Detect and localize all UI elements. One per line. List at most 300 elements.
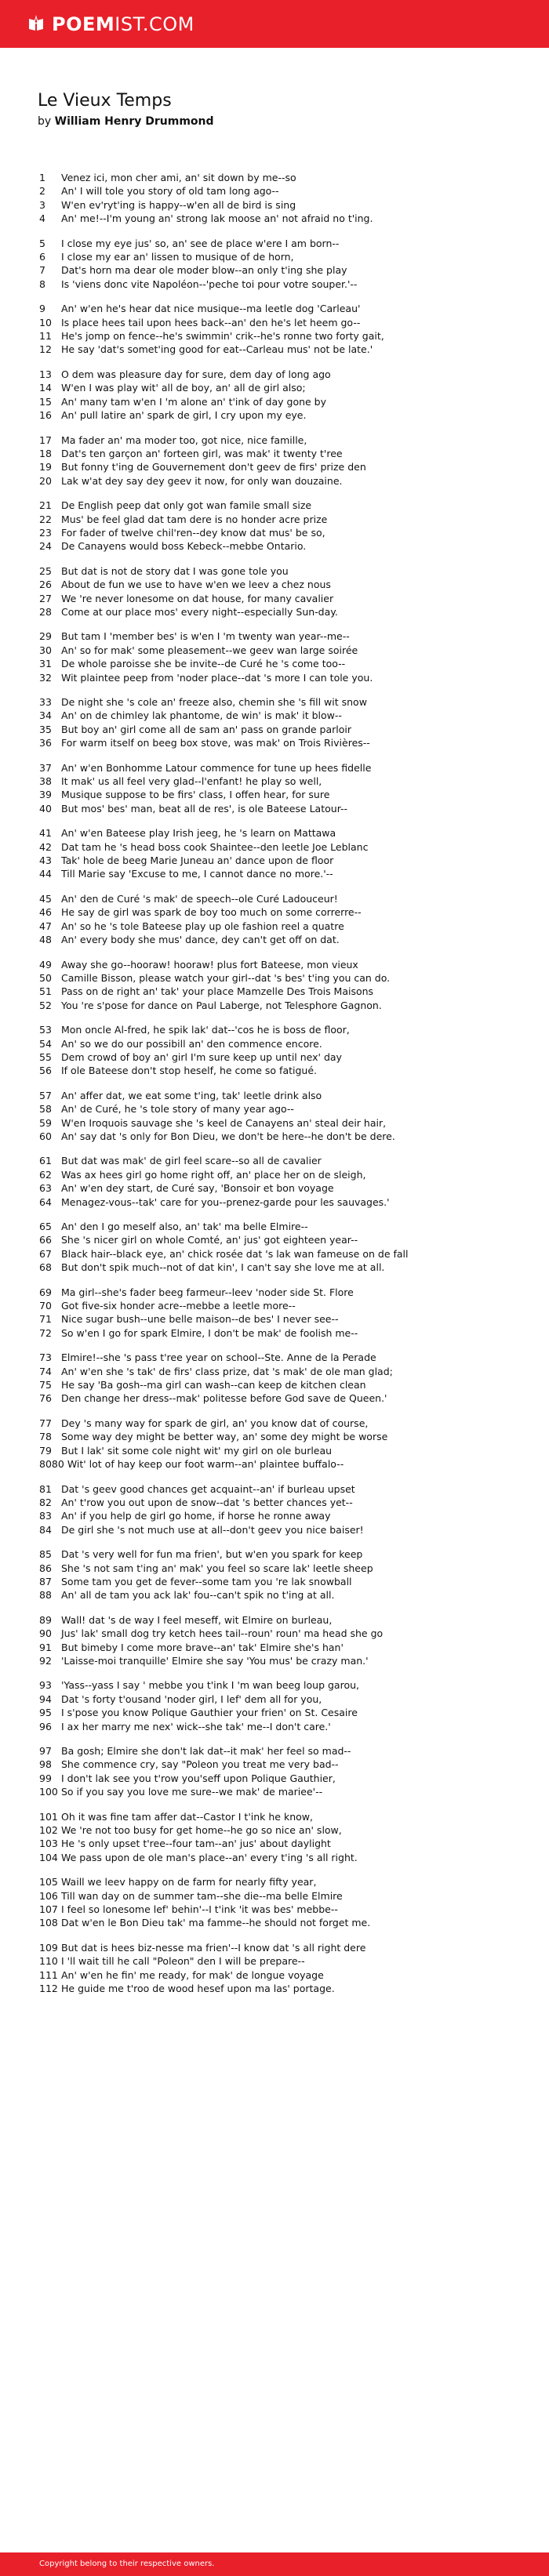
line-text: Nice sugar bush--une belle maison--de bes' I never see-- [61,1313,339,1326]
line-text: Dat tam he 's head boss cook Shaintee--den leetle Joe Leblanc [61,840,369,853]
line-text: Dat 's very well for fun ma frien', but w'en you spark for keep [61,1548,363,1561]
poem-body [39,171,518,2007]
line-number: 14 [39,382,52,394]
line-text: W'en Iroquois sauvage she 's keel de Canayens an' steal deir hair, [61,1116,387,1129]
line-text: An' on de chimley lak phantome, de win' is mak' it blow-- [61,709,342,722]
poem-line [39,1627,518,1640]
line-text: W'en I was play wit' all de boy, an' all de girl also; [61,382,306,394]
line-text: For fader of twelve chil'ren--dey know dat mus' be so, [61,526,325,539]
line-number: 67 [39,1247,52,1260]
poem-line [39,1654,518,1667]
poem-line [39,1351,518,1364]
stanza [39,499,518,553]
poem-line [39,1588,518,1602]
line-text: Is 'viens donc vite Napoléon--'peche toi pour votre souper.'-- [61,278,358,290]
line-number: 92 [39,1654,52,1667]
poem-line [39,1496,518,1509]
line-number: 73 [39,1351,52,1364]
line-text: De whole paroisse she be invite--de Curé he 's come too-- [61,658,346,670]
line-text: If ole Bateese don't stop heself, he come so fatigué. [61,1065,317,1077]
stanza [39,1089,518,1144]
poem-line [39,761,518,775]
line-number: 64 [39,1195,52,1208]
poem-line [39,1785,518,1798]
poem-line [39,1968,518,1982]
line-text: Was ax hees girl go home right off, an' place her on de sleigh, [61,1168,366,1181]
line-text: An' w'en she 's tak' de firs' class prize, dat 's mak' de ole man glad; [61,1365,393,1377]
line-number: 50 [39,971,52,984]
line-number: 112 [39,1983,58,1995]
poem-line [39,958,518,971]
line-number: 108 [39,1917,58,1929]
line-number: 24 [39,540,52,553]
poem-line [39,212,518,225]
line-text: An' so he 's tole Bateese play up ole fashion reel a quatre [61,920,344,932]
line-number: 43 [39,854,52,867]
line-number: 36 [39,737,52,749]
poem-line [39,1064,518,1077]
line-text: We 're not too busy for get home--he go so nice an' slow, [61,1824,342,1837]
poem-line [39,1941,518,1954]
line-number: 4 [39,212,45,225]
poem-line [39,1116,518,1130]
poem-line [39,671,518,684]
line-text: We 're never lonesome on dat house, for many cavalier [61,592,334,604]
line-number: 8080 [39,1458,64,1471]
line-number: 46 [39,906,52,919]
line-text: An' if you help de girl go home, if horse he ronne away [61,1510,331,1522]
poem-line [39,343,518,356]
line-number: 55 [39,1050,52,1063]
poem-line [39,1444,518,1457]
line-text: 'Yass--yass I say ' mebbe you t'ink I 'm wan beeg loup garou, [61,1679,359,1692]
poem-line [39,1417,518,1430]
line-text: Lak w'at dey say dey geev it now, for only wan douzaine. [61,474,343,487]
line-text: He say de girl was spark de boy too much on some correrre-- [61,906,362,919]
poem-line [39,1378,518,1391]
line-text: Is place hees tail upon hees back--an' den he's let heem go-- [61,316,361,328]
line-number: 82 [39,1496,52,1508]
poem-line [39,1130,518,1143]
line-number: 76 [39,1392,52,1405]
poem-line [39,1482,518,1496]
poem-line [39,644,518,657]
line-text: He guide me t'roo de wood hesef upon ma las' portage. [61,1983,335,1995]
line-number: 34 [39,709,52,722]
line-text: An' affer dat, we eat some t'ing, tak' leetle drink also [61,1089,322,1101]
poem-line [39,1523,518,1537]
poem-line [39,1391,518,1405]
poem-line [39,840,518,854]
line-number: 91 [39,1641,52,1653]
poem-line [39,1889,518,1903]
line-number: 89 [39,1613,52,1626]
poem-line [39,539,518,553]
line-number: 99 [39,1772,52,1784]
stanza [39,1220,518,1275]
line-text: Den change her dress--mak' politesse before God save de Queen.' [61,1392,387,1405]
poem-line [39,302,518,315]
stanza [39,1678,518,1733]
line-number: 15 [39,395,52,408]
poem-line [39,867,518,880]
line-number: 107 [39,1903,58,1916]
line-number: 61 [39,1155,52,1167]
line-text: Tak' hole de beeg Marie Juneau an' dance upon de floor [61,854,334,867]
line-text: De girl she 's not much use at all--don't geev you nice baiser! [61,1523,364,1536]
poem-line [39,329,518,343]
line-text: I don't lak see you t'row you'seff upon Polique Gauthier, [61,1772,336,1784]
poem-line [39,381,518,394]
line-number: 56 [39,1065,52,1077]
line-text: An' w'en he fin' me ready, for mak' de longue voyage [61,1968,324,1981]
line-number: 44 [39,868,52,880]
line-number: 38 [39,775,52,788]
line-number: 29 [39,630,52,643]
line-number: 110 [39,1955,58,1968]
stanza [39,1547,518,1602]
poem-line [39,854,518,867]
line-text: It mak' us all feel very glad--l'enfant! he play so well, [61,775,322,788]
poem-line [39,1562,518,1575]
poem-line [39,434,518,447]
line-number: 105 [39,1876,58,1888]
line-text: An' den de Curé 's mak' de speech--ole Curé Ladouceur! [61,892,338,905]
poem-line [39,171,518,184]
stanza [39,1744,518,1799]
line-text: De English peep dat only got wan famile small size [61,499,312,512]
line-text: But tam I 'member bes' is w'en I 'm twenty wan year--me-- [61,630,350,643]
stanza [39,629,518,684]
line-text: About de fun we use to have w'en we leev a chez nous [61,579,331,591]
line-number: 7 [39,264,45,277]
line-number: 63 [39,1182,52,1195]
poem-line [39,499,518,512]
line-number: 31 [39,658,52,670]
line-text: But dat was mak' de girl feel scare--so all de cavalier [61,1155,322,1167]
line-text: Musique suppose to be firs' class, I offen hear, for sure [61,789,330,801]
line-number: 62 [39,1168,52,1181]
poem-line [39,999,518,1012]
site-footer [0,2552,549,2576]
logo-bold-text: POEM [52,13,115,35]
line-text: Wit plaintee peep from 'noder place--dat 's more I can tole you. [61,671,373,684]
poem-line [39,316,518,329]
poem-line [39,826,518,840]
line-text: Dat w'en le Bon Dieu tak' ma famme--he should not forget me. [61,1917,371,1929]
line-text: De Canayens would boss Kebeck--mebbe Ontario. [61,540,307,553]
line-number: 60 [39,1130,52,1142]
poem-line [39,447,518,460]
logo-light-text: IST.COM [115,13,195,35]
poem-line [39,1312,518,1326]
line-text: Ma fader an' ma moder too, got nice, nice famille, [61,434,307,446]
poem-line [39,1247,518,1261]
author-link[interactable]: William Henry Drummond [54,115,214,128]
line-text: He say 'dat's somet'ing good for eat--Carleau mus' not be late.' [61,343,373,356]
line-text: Ma girl--she's fader beeg farmeur--leev 'noder side St. Flore [61,1286,354,1298]
poem-line [39,395,518,408]
line-text: An' I will tole you story of old tam long ago-- [61,185,279,198]
line-number: 68 [39,1261,52,1274]
line-text: An' w'en Bateese play Irish jeeg, he 's learn on Mattawa [61,827,336,840]
line-number: 49 [39,958,52,971]
stanza [39,1023,518,1078]
line-number: 100 [39,1786,58,1798]
line-number: 78 [39,1431,52,1443]
poem-line [39,1823,518,1837]
line-number: 106 [39,1889,58,1902]
stanza [39,564,518,619]
line-text: I ax her marry me nex' wick--she tak' me--I don't care.' [61,1720,331,1732]
poem-line [39,1195,518,1209]
poem-line [39,736,518,749]
line-number: 40 [39,802,52,815]
line-number: 93 [39,1679,52,1692]
poem-line [39,198,518,212]
poem-line [39,474,518,488]
line-number: 10 [39,316,52,328]
stanza [39,892,518,947]
poem-line [39,592,518,605]
line-text: So w'en I go for spark Elmire, I don't be mak' de foolish me-- [61,1326,358,1339]
poem-line [39,526,518,539]
line-number: 65 [39,1221,52,1232]
poem-line [39,1613,518,1627]
line-text: I close my eye jus' so, an' see de place w'ere I am born-- [61,237,340,249]
poem-line [39,1050,518,1064]
line-text: Dat's horn ma dear ole moder blow--an only t'ing she play [61,264,347,277]
poem-line [39,892,518,905]
stanza [39,237,518,292]
stanza [39,958,518,1013]
poem-title: Le Vieux Temps [38,91,172,111]
poem-line [39,933,518,946]
stanza [39,1613,518,1668]
line-text: But dat is hees biz-nesse ma frien'--I know dat 's all right dere [61,1941,366,1954]
poem-line [39,278,518,291]
poem-line [39,564,518,578]
line-text: An' w'en dey start, de Curé say, 'Bonsoir et bon voyage [61,1182,334,1195]
line-text: But bimeby I come more brave--an' tak' Elmire she's han' [61,1641,344,1653]
line-text: Some way dey might be better way, an' some dey might be worse [61,1431,388,1443]
line-text: Wall! dat 's de way I feel meseff, wit Elmire on burleau, [61,1613,333,1626]
line-number: 8 [39,278,45,290]
line-text: An' den I go meself also, an' tak' ma belle Elmire-- [61,1221,308,1232]
poem-line [39,1326,518,1340]
poem-line [39,368,518,381]
line-text: Menagez-vous--tak' care for you--prenez-garde pour les sauvages.' [61,1195,390,1208]
stanza [39,761,518,816]
poem-line [39,709,518,722]
poem-line [39,184,518,198]
line-text: Jus' lak' small dog try ketch hees tail--roun' roun' ma head she go [61,1627,384,1640]
poem-line [39,513,518,526]
line-number: 37 [39,761,52,774]
poem-line [39,1509,518,1522]
line-number: 3 [39,198,45,211]
line-text: An' me!--I'm young an' strong lak moose an' not afraid no t'ing. [61,212,373,225]
line-number: 9 [39,303,45,315]
line-text: Pass on de right an' tak' your place Mamzelle Des Trois Maisons [61,985,374,998]
line-text: W'en ev'ryt'ing is happy--w'en all de bird is sing [61,198,296,211]
line-number: 47 [39,920,52,932]
line-text: We pass upon de ole man's place--an' every t'ing 's all right. [61,1851,358,1863]
line-number: 23 [39,526,52,539]
line-text: Some tam you get de fever--some tam you 're lak snowball [61,1575,352,1587]
line-text: Away she go--hooraw! hooraw! plus fort Bateese, mon vieux [61,958,358,971]
poem-line [39,1720,518,1733]
line-number: 70 [39,1300,52,1312]
line-number: 79 [39,1444,52,1457]
line-number: 2 [39,185,45,198]
line-text: She 's not sam t'ing an' mak' you feel so scare lak' leetle sheep [61,1562,373,1574]
line-text: He 's only upset t'ree--four tam--an' jus' about daylight [61,1838,331,1850]
line-text: But I lak' sit some cole night wit' my girl on ole burleau [61,1444,333,1457]
line-number: 77 [39,1417,52,1429]
line-number: 84 [39,1523,52,1536]
line-number: 83 [39,1510,52,1522]
line-text: Come at our place mos' every night--especially Sun-day. [61,605,338,618]
poem-line [39,1168,518,1181]
line-number: 66 [39,1234,52,1246]
poem-line [39,1903,518,1916]
poem-line [39,408,518,422]
poem-line [39,1457,518,1471]
line-number: 111 [39,1968,58,1981]
poem-line [39,802,518,815]
line-text: Till Marie say 'Excuse to me, I cannot dance no more.'-- [61,868,333,880]
line-text: Mus' be feel glad dat tam dere is no honder acre prize [61,513,328,525]
poem-line [39,1037,518,1050]
stanza [39,171,518,226]
line-text: Mon oncle Al-fred, he spik lak' dat--'cos he is boss de floor, [61,1024,350,1036]
line-text: You 're s'pose for dance on Paul Laberge, not Telesphore Gagnon. [61,999,382,1011]
line-text: An' all de tam you ack lak' fou--can't spik no t'ing at all. [61,1589,335,1602]
poem-line [39,578,518,591]
line-text: He say 'Ba gosh--ma girl can wash--can keep de kitchen clean [61,1379,366,1391]
poem-line [39,629,518,643]
line-number: 32 [39,671,52,684]
poem-line [39,1181,518,1195]
line-number: 13 [39,368,52,380]
line-text: Till wan day on de summer tam--she die--ma belle Elmire [61,1889,343,1902]
line-number: 20 [39,474,52,487]
line-number: 52 [39,999,52,1011]
line-text: An' w'en Bonhomme Latour commence for tune up hees fidelle [61,761,372,774]
line-text: But don't spik much--not of dat kin', I can't say she love me at all. [61,1261,385,1274]
line-text: An' t'row you out upon de snow--dat 's better chances yet-- [61,1496,353,1508]
line-text: Venez ici, mon cher ami, an' sit down by me--so [61,172,296,183]
line-text: An' pull latire an' spark de girl, I cry upon my eye. [61,409,307,422]
line-text: An' so for mak' some pleasement--we geev wan large soirée [61,644,358,656]
poem-line [39,1851,518,1864]
line-number: 39 [39,789,52,801]
poem-line [39,1154,518,1167]
poem-line [39,1023,518,1036]
line-text: De night she 's cole an' freeze also, chemin she 's fill wit snow [61,696,367,708]
stanza [39,1417,518,1471]
line-text: But dat is not de story dat I was gone tole you [61,564,289,577]
line-text: Oh it was fine tam affer dat--Castor I t'ink he know, [61,1810,313,1823]
poem-line [39,237,518,250]
poem-line [39,1954,518,1968]
line-number: 48 [39,934,52,946]
poem-line [39,1575,518,1588]
line-number: 75 [39,1379,52,1391]
line-text: But mos' bes' man, beat all de res', is ole Bateese Latour-- [61,802,348,815]
poem-line [39,1286,518,1299]
line-number: 59 [39,1116,52,1129]
stanza [39,368,518,423]
line-number: 6 [39,251,45,263]
line-number: 101 [39,1810,58,1823]
line-text: An' w'en he's hear dat nice musique--ma leetle dog 'Carleau' [61,303,361,315]
stanza [39,1875,518,1930]
line-text: An' many tam w'en I 'm alone an' t'ink of day gone by [61,395,327,408]
line-number: 98 [39,1758,52,1771]
line-number: 109 [39,1941,58,1954]
line-text: An' de Curé, he 's tole story of many year ago-- [61,1103,294,1116]
line-number: 85 [39,1548,52,1561]
line-text: Dat 's geev good chances get acquaint--an' if burleau upset [61,1482,355,1495]
line-text: Elmire!--she 's pass t'ree year on school--Ste. Anne de la Perade [61,1351,376,1364]
poem-line [39,1299,518,1312]
line-text: Dat's ten garçon an' forteen girl, was mak' it twenty t'ree [61,447,343,459]
line-number: 96 [39,1720,52,1732]
stanza [39,1154,518,1209]
stanza [39,826,518,881]
poem-line [39,985,518,998]
line-text: An' every body she mus' dance, dey can't get off on dat. [61,934,340,946]
stanza [39,1286,518,1341]
poem-line [39,250,518,263]
poem-line [39,788,518,801]
poem-line [39,1810,518,1823]
line-number: 104 [39,1851,58,1863]
line-number: 53 [39,1024,52,1036]
poem-line [39,1758,518,1771]
poem-line [39,1365,518,1378]
line-number: 45 [39,892,52,905]
poem-byline [38,115,214,128]
line-number: 28 [39,605,52,618]
line-number: 17 [39,434,52,446]
poem-line [39,1693,518,1706]
line-text: O dem was pleasure day for sure, dem day of long ago [61,368,331,380]
stanza [39,1941,518,1996]
line-number: 30 [39,644,52,656]
line-number: 51 [39,985,52,998]
line-number: 74 [39,1365,52,1377]
stanza [39,1810,518,1865]
line-number: 26 [39,579,52,591]
poem-line [39,1916,518,1929]
line-text: Black hair--black eye, an' chick rosée dat 's lak wan fameuse on de fall [61,1247,409,1260]
line-text: Wit' lot of hay keep our foot warm--an' plaintee buffalo-- [67,1458,344,1471]
line-number: 97 [39,1745,52,1757]
line-number: 21 [39,499,52,512]
stanza [39,434,518,488]
line-number: 71 [39,1313,52,1326]
site-logo[interactable] [27,13,195,35]
stanza [39,302,518,357]
line-text: Dem crowd of boy an' girl I'm sure keep up until nex' day [61,1050,342,1063]
stanza [39,1482,518,1537]
line-text: Dat 's forty t'ousand 'noder girl, I lef' dem all for you, [61,1693,322,1705]
poem-line [39,657,518,670]
line-number: 33 [39,696,52,708]
